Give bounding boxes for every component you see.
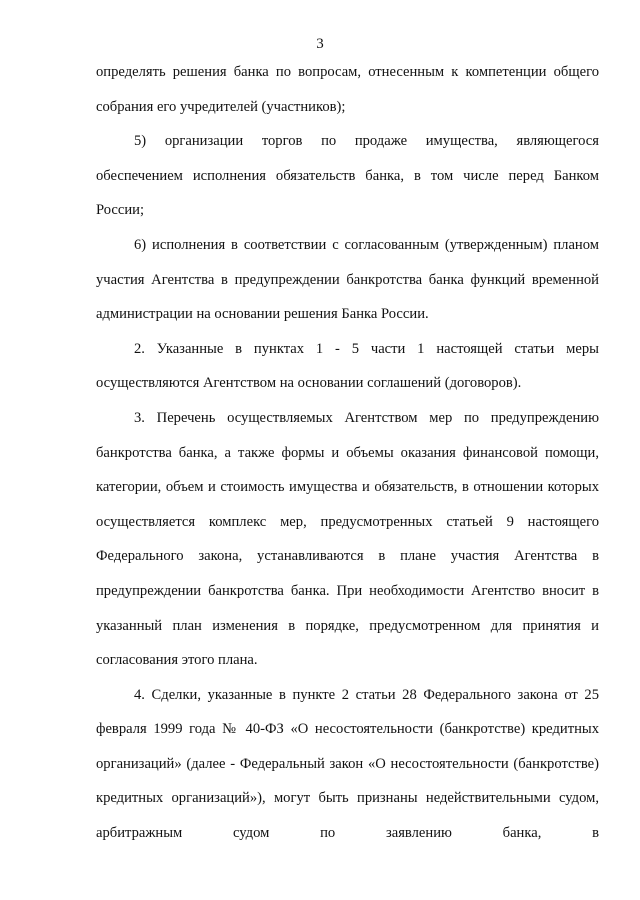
paragraph-part-4: 4. Сделки, указанные в пункте 2 статьи 28 Федерального закона от 25 февраля 1999 года № 40-ФЗ «О несостоятельности (банкротстве) кредитных организаций» (далее - Федеральный закон «О несостоятельности (банкротстве) кредитных организаций»), могут быть признаны недействительными судом, арбитражным судом по заявлению банка, в xyxy=(96,686,599,842)
paragraph-item-5: 5) организации торгов по продаже имущества, являющегося обеспечением исполнения обязательств банка, в том числе перед Банком России; xyxy=(96,133,599,219)
paragraph-part-2: 2. Указанные в пунктах 1 - 5 части 1 настоящей статьи меры осуществляются Агентством на основании соглашений (договоров). xyxy=(96,340,599,392)
paragraph-part-3: 3. Перечень осуществляемых Агентством мер по предупреждению банкротства банка, а также формы и объемы оказания финансовой помощи, категории, объем и стоимость имущества и обязательств, в отношении которых осуществляется комплекс мер, предусмотренных статьей 9 настоящего Федерального закона, устанавливаются в плане участия Агентства в предупреждении банкротства банка. При необходимости Агентство вносит в указанный план изменения в порядке, предусмотренном для принятия и согласования этого плана. xyxy=(96,409,599,669)
document-body xyxy=(96,55,599,851)
page-number: 3 xyxy=(316,36,324,52)
paragraph-item-6: 6) исполнения в соответствии с согласованным (утвержденным) планом участия Агентства в предупреждении банкротства банка функций временной администрации на основании решения Банка России. xyxy=(96,236,599,323)
paragraph-continuation: определять решения банка по вопросам, отнесенным к компетенции общего собрания его учредителей (участников); xyxy=(96,64,599,115)
